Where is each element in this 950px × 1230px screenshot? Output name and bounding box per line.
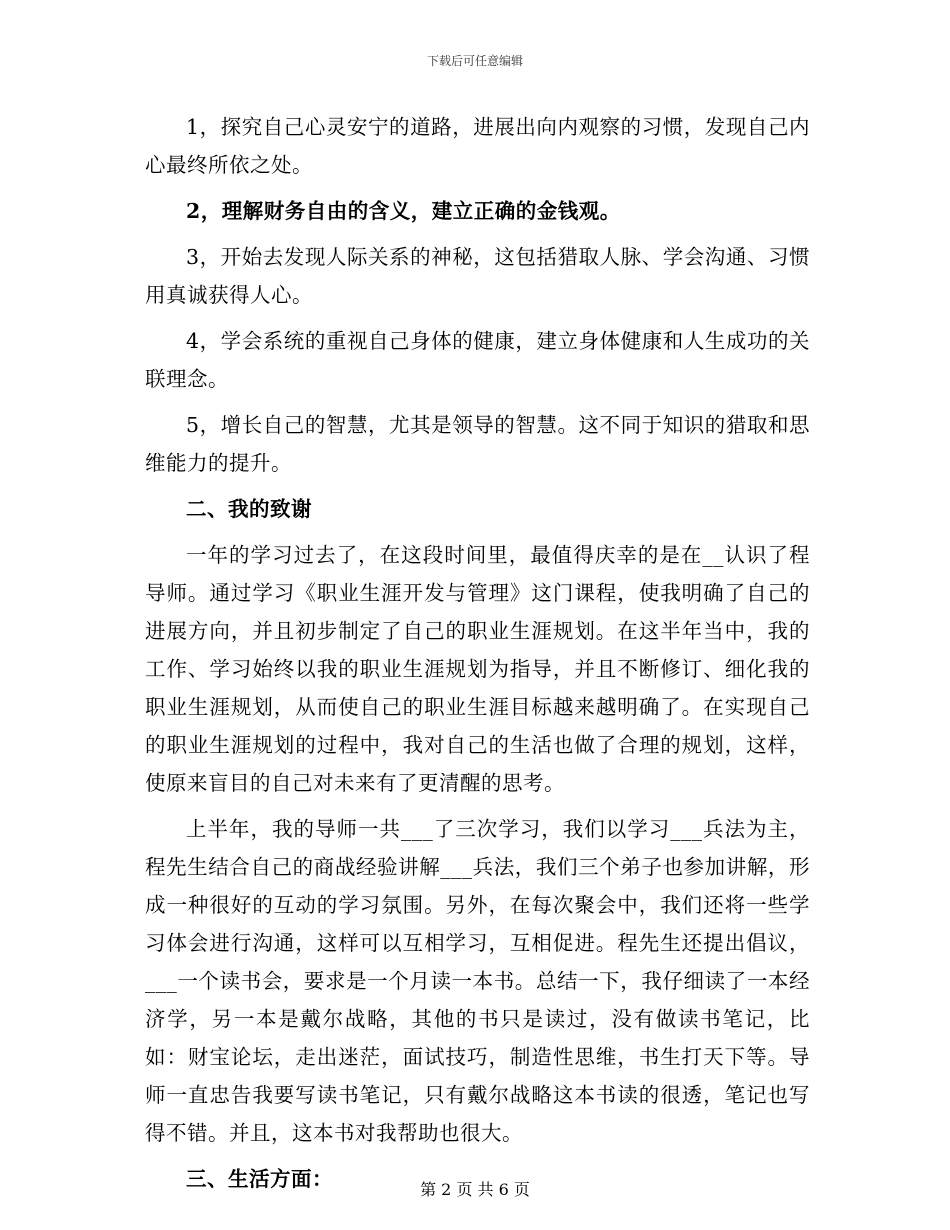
paragraph-acknowledgement-2: 上半年，我的导师一共___了三次学习，我们以学习___兵法为主，程先生结合自己的商战经验讲解___兵法，我们三个弟子也参加讲解，形成一种很好的互动的学习氛围。另外，在每次聚会中，我们还将一些学习体会进行沟通，这样可以互相学习，互相促进。程先生还提出倡议，___一个读书会，要求是一个月读一本书。总结一下，我仔细读了一本经济学，另一本是戴尔战略，其他的书只是读过，没有做读书笔记，比如：财宝论坛，走出迷茫，面试技巧，制造性思维，书生打天下等。导师一直忠告我要写读书笔记，只有戴尔战略这本书读的很透，笔记也写得不错。并且，这本书对我帮助也很大。 xyxy=(145,817,810,1145)
paragraph-acknowledgement-1: 一年的学习过去了，在这段时间里，最值得庆幸的是在__认识了程导师。通过学习《职业生涯开发与管理》这门课程，使我明确了自己的进展方向，并且初步制定了自己的职业生涯规划。在这半年当中，我的工作、学习始终以我的职业生涯规划为指导，并且不断修订、细化我的职业生涯规划，从而使自己的职业生涯目标越来越明确了。在实现自己的职业生涯规划的过程中，我对自己的生活也做了合理的规划，这样，使原来盲目的自己对未来有了更清醒的思考。 xyxy=(145,543,810,795)
section-heading-life: 三、生活方面： xyxy=(186,1167,333,1191)
section-heading-acknowledgement: 二、我的致谢 xyxy=(186,497,312,521)
list-item-1: 1，探究自己心灵安宁的道路，进展出向内观察的习惯，发现自己内心最终所依之处。 xyxy=(145,115,810,177)
list-item-4: 4，学会系统的重视自己身体的健康，建立身体健康和人生成功的关联理念。 xyxy=(145,329,810,391)
list-item-3: 3，开始去发现人际关系的神秘，这包括猎取人脉、学会沟通、习惯用真诚获得人心。 xyxy=(145,245,810,307)
list-item-2: 2，理解财务自由的含义，建立正确的金钱观。 xyxy=(186,199,621,223)
page-header: 下载后可任意编辑 xyxy=(426,54,523,68)
page-footer: 第 2 页 共 6 页 xyxy=(420,1180,530,1199)
document-body xyxy=(145,108,810,1206)
list-item-5: 5，增长自己的智慧，尤其是领导的智慧。这不同于知识的猎取和思维能力的提升。 xyxy=(145,413,810,475)
